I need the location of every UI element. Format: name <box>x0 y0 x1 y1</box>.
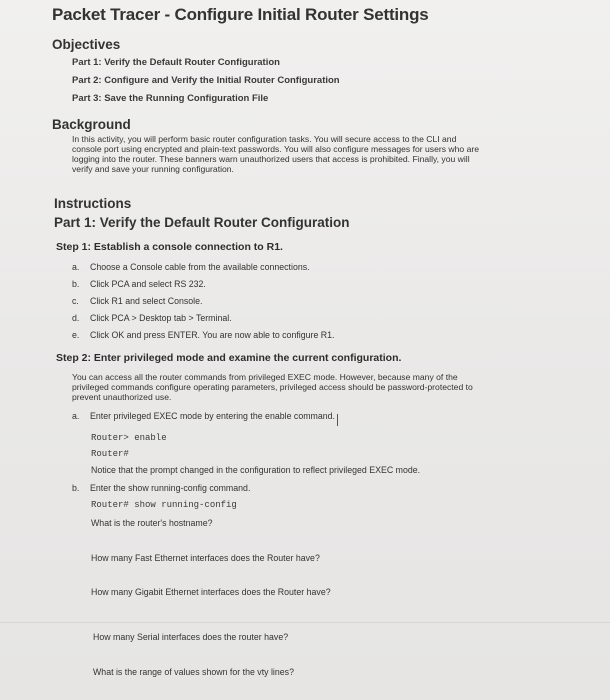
background-heading: Background <box>52 117 131 132</box>
list-item-text: Click R1 and select Console. <box>90 296 203 306</box>
divider <box>0 622 610 623</box>
list-item-text: Click PCA > Desktop tab > Terminal. <box>90 313 232 323</box>
instructions-heading: Instructions <box>54 196 132 211</box>
list-item <box>72 411 335 421</box>
step2-intro-line: privileged commands configure operating parameters, privileged access should be password-protected to <box>72 382 473 392</box>
list-item-text: Enter the show running-config command. <box>90 483 251 493</box>
note-text: Notice that the prompt changed in the configuration to reflect privileged EXEC mode. <box>91 465 421 475</box>
list-item <box>72 279 206 289</box>
step2-intro-line: You can access all the router commands from privileged EXEC mode. However, because many of the <box>72 372 458 382</box>
objectives-heading: Objectives <box>52 37 121 52</box>
list-marker: b. <box>72 483 80 493</box>
question-text: How many Fast Ethernet interfaces does the Router have? <box>91 553 320 563</box>
list-marker: b. <box>72 279 80 289</box>
list-item-text: Enter privileged EXEC mode by entering the enable command. <box>90 411 335 421</box>
list-marker: c. <box>72 296 79 306</box>
background-line: console port using encrypted and plain-text passwords. You will also configure messages for users who are <box>72 144 479 154</box>
list-marker: d. <box>72 313 80 323</box>
list-marker: a. <box>72 262 80 272</box>
list-marker: a. <box>72 411 80 421</box>
background-line: In this activity, you will perform basic router configuration tasks. You will secure access to the CLI and <box>72 134 457 144</box>
code-line: Router# <box>91 449 129 459</box>
step2-intro-line: prevent unauthorized use. <box>72 392 172 402</box>
list-marker: e. <box>72 330 80 340</box>
list-item <box>72 483 250 493</box>
text-cursor-icon <box>337 414 338 426</box>
question-text: What is the router's hostname? <box>91 518 213 528</box>
objective-item: Part 2: Configure and Verify the Initial Router Configuration <box>72 75 340 86</box>
part1-heading: Part 1: Verify the Default Router Configuration <box>54 215 350 230</box>
code-line: Router> enable <box>91 433 167 443</box>
question-text: How many Serial interfaces does the router have? <box>93 632 289 642</box>
objective-item: Part 3: Save the Running Configuration File <box>72 93 269 104</box>
code-line: Router# show running-config <box>91 500 237 510</box>
question-text: What is the range of values shown for the vty lines? <box>93 667 294 677</box>
background-line: logging into the router. These banners warn unauthorized users that access is prohibited. Finally, you will <box>72 154 470 164</box>
background-line: verify and save your running configuration. <box>72 164 234 174</box>
list-item-text: Click PCA and select RS 232. <box>90 279 206 289</box>
step2-heading: Step 2: Enter privileged mode and examine the current configuration. <box>56 352 402 364</box>
list-item-text: Choose a Console cable from the available connections. <box>90 262 310 272</box>
question-text: How many Gigabit Ethernet interfaces does the Router have? <box>91 587 331 597</box>
list-item <box>72 313 232 323</box>
list-item-text: Click OK and press ENTER. You are now able to configure R1. <box>90 330 335 340</box>
objective-item: Part 1: Verify the Default Router Configuration <box>72 57 280 68</box>
page-title: Packet Tracer - Configure Initial Router Settings <box>52 5 429 24</box>
list-item <box>72 330 334 340</box>
list-item <box>72 296 202 306</box>
step1-heading: Step 1: Establish a console connection to R1. <box>56 241 283 253</box>
list-item <box>72 262 310 272</box>
